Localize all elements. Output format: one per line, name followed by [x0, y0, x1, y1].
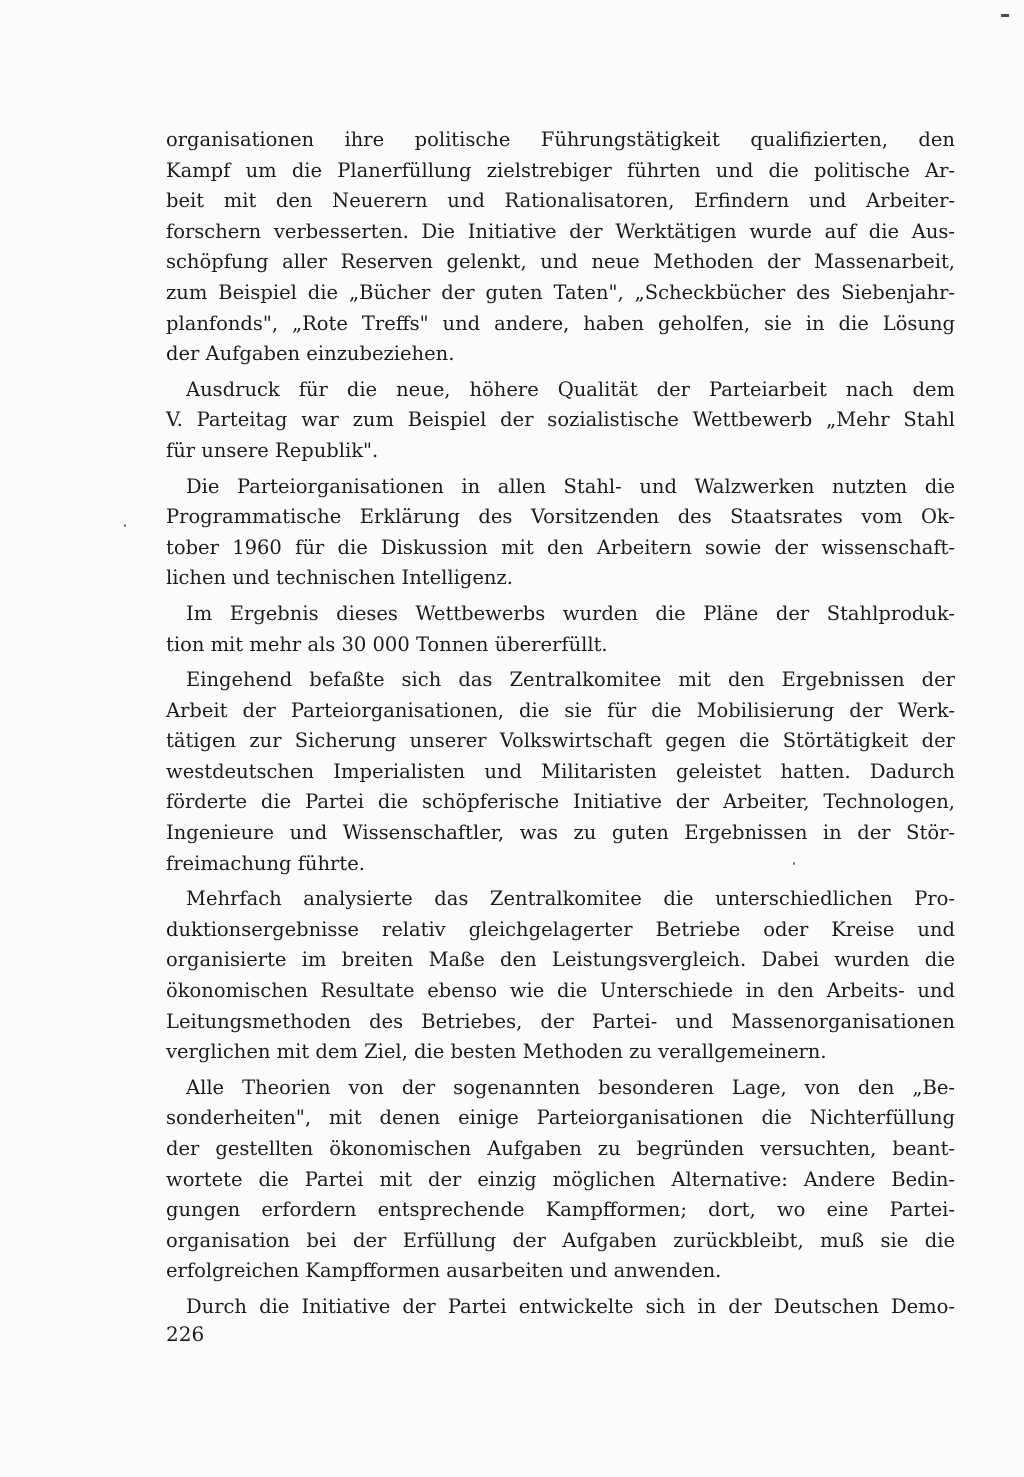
text-line: wortete die Partei mit der einzig möglichen Alternative: Andere Bedin- [166, 1167, 955, 1191]
text-line: beit mit den Neuerern und Rationalisatoren, Erfindern und Arbeiter- [166, 189, 955, 213]
scan-mark [1001, 14, 1009, 17]
text-line: Im Ergebnis dieses Wettbewerbs wurden die Pläne der Stahlproduk- [186, 601, 955, 625]
text-line: verglichen mit dem Ziel, die besten Methoden zu verallgemeinern. [166, 1040, 827, 1064]
paragraph [166, 125, 955, 370]
text-line: tion mit mehr als 30 000 Tonnen übererfüllt. [166, 632, 608, 656]
text-line: erfolgreichen Kampfformen ausarbeiten und anwenden. [166, 1259, 722, 1283]
text-line: Ausdruck für die neue, höhere Qualität der Parteiarbeit nach dem [186, 377, 955, 401]
scan-speck [124, 524, 126, 527]
text-line: organisierte im breiten Maße den Leistungsvergleich. Dabei wurden die [166, 948, 955, 972]
text-line: lichen und technischen Intelligenz. [166, 566, 513, 590]
text-line: tätigen zur Sicherung unserer Volkswirtschaft gegen die Störtätigkeit der [166, 729, 955, 753]
text-line: schöpfung aller Reserven gelenkt, und neue Methoden der Massenarbeit, [166, 250, 955, 274]
paragraph [166, 1073, 955, 1287]
text-line: organisation bei der Erfüllung der Aufgaben zurückbleibt, muß sie die [166, 1228, 955, 1252]
text-line: der gestellten ökonomischen Aufgaben zu begründen versuchten, beant- [166, 1137, 955, 1160]
text-line: freimachung führte. [166, 851, 365, 875]
text-line: Programmatische Erklärung des Vorsitzenden des Staatsrates vom Ok- [166, 505, 955, 529]
paragraph [166, 665, 955, 879]
text-line: gungen erfordern entsprechende Kampfformen; dort, wo eine Partei- [166, 1198, 955, 1222]
text-line: Arbeit der Parteiorganisationen, die sie für die Mobilisierung der Werk- [166, 698, 955, 722]
text-line: organisationen ihre politische Führungstätigkeit qualifizierten, den [166, 128, 955, 151]
text-line: förderte die Partei die schöpferische Initiative der Arbeiter, Technologen, [166, 790, 955, 814]
text-line: sonderheiten", mit denen einige Parteiorganisationen die Nichterfüllung [166, 1106, 955, 1130]
text-line: Eingehend befaßte sich das Zentralkomitee mit den Ergebnissen der [186, 668, 955, 692]
text-line: der Aufgaben einzubeziehen. [166, 342, 455, 366]
text-line: duktionsergebnisse relativ gleichgelagerter Betriebe oder Kreise und [166, 917, 955, 941]
text-line: Mehrfach analysierte das Zentralkomitee die unterschiedlichen Pro- [186, 887, 955, 911]
body-text [166, 125, 955, 1323]
text-line: Leitungsmethoden des Betriebes, der Partei- und Massenorganisationen [166, 1009, 955, 1033]
text-line: westdeutschen Imperialisten und Militaristen geleistet hatten. Dadurch [166, 759, 955, 783]
text-line: Durch die Initiative der Partei entwickelte sich in der Deutschen Demo- [186, 1294, 955, 1318]
paragraph [166, 884, 955, 1068]
page-number: 226 [166, 1322, 205, 1346]
text-line: für unsere Republik". [166, 438, 379, 462]
text-line: ökonomischen Resultate ebenso wie die Unterschiede in den Arbeits- und [166, 979, 955, 1003]
text-line: Ingenieure und Wissenschaftler, was zu guten Ergebnissen in der Stör- [166, 821, 955, 845]
text-line: zum Beispiel die „Bücher der guten Taten", „Scheckbücher des Siebenjahr- [166, 280, 955, 304]
paragraph [166, 599, 955, 660]
text-line: V. Parteitag war zum Beispiel der sozialistische Wettbewerb „Mehr Stahl [166, 408, 955, 432]
paragraph [166, 472, 955, 594]
paragraph [166, 375, 955, 467]
text-line: forschern verbesserten. Die Initiative der Werktätigen wurde auf die Aus- [166, 219, 955, 243]
text-line: Alle Theorien von der sogenannten besonderen Lage, von den „Be- [186, 1075, 955, 1099]
text-line: Kampf um die Planerfüllung zielstrebiger führten und die politische Ar- [166, 158, 955, 182]
paragraph [166, 1292, 955, 1323]
text-line: planfonds", „Rote Treffs" und andere, haben geholfen, sie in die Lösung [166, 311, 955, 335]
text-line: Die Parteiorganisationen in allen Stahl- und Walzwerken nutzten die [186, 474, 955, 498]
text-line: tober 1960 für die Diskussion mit den Arbeitern sowie der wissenschaft- [166, 535, 955, 559]
